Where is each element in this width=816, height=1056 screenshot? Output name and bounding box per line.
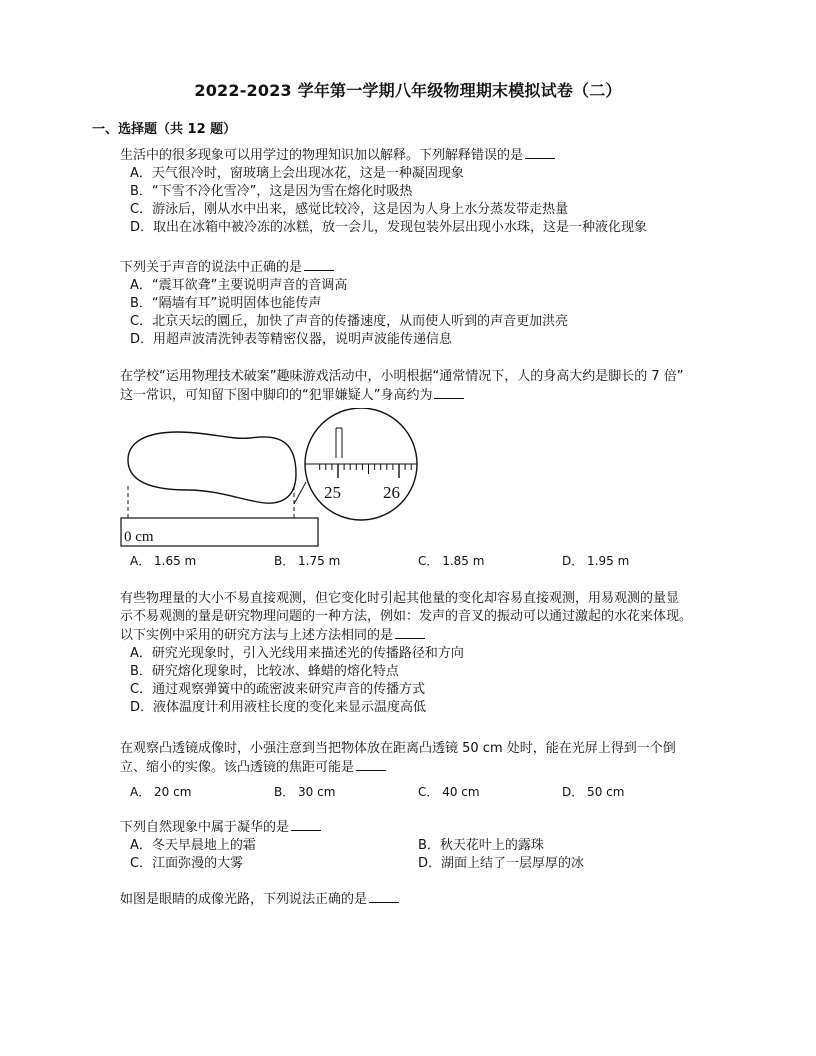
answer-blank[interactable] bbox=[434, 386, 464, 399]
question-stem-line-2: 示不易观测的量是研究物理问题的一种方法，例如：发声的音叉的振动可以通过激起的水花来体现。 bbox=[120, 609, 693, 624]
answer-blank[interactable] bbox=[291, 818, 321, 831]
option-b: B．秋天花叶上的露珠 bbox=[418, 838, 544, 853]
ruler-zero-label: 0 cm bbox=[124, 529, 154, 545]
question-3-options bbox=[120, 552, 720, 570]
question-stem-line-1: 在学校“运用物理技术破案”趣味游戏活动中，小明根据“通常情况下，人的身高大约是脚长的 7 倍” bbox=[120, 369, 684, 384]
option-d: D． 50 cm bbox=[562, 785, 625, 799]
option-c: C． 1.85 m bbox=[418, 554, 485, 568]
option-b: B．“下雪不冷化雪冷”，这是因为雪在熔化时吸热 bbox=[130, 184, 413, 199]
option-c: C．北京天坛的圜丘，加快了声音的传播速度，从而使人听到的声音更加洪亮 bbox=[130, 314, 569, 329]
option-b: B．“隔墙有耳”说明固体也能传声 bbox=[130, 296, 322, 311]
option-d: D．用超声波清洗钟表等精密仪器，说明声波能传递信息 bbox=[130, 332, 453, 347]
option-b: B．研究熔化现象时，比较冰、蜂蜡的熔化特点 bbox=[130, 664, 399, 679]
option-a: A．天气很冷时，窗玻璃上会出现冰花，这是一种凝固现象 bbox=[130, 166, 464, 181]
footprint-outline bbox=[128, 432, 296, 503]
option-b: B． 30 cm bbox=[274, 785, 336, 799]
option-b: B． 1.75 m bbox=[274, 554, 341, 568]
option-d: D．取出在冰箱中被冷冻的冰糕，放一会儿，发现包装外层出现小水珠，这是一种液化现象 bbox=[130, 220, 648, 235]
question-7 bbox=[120, 890, 720, 909]
question-stem-line-1: 在观察凸透镜成像时，小强注意到当把物体放在距离凸透镜 50 cm 处时，能在光屏上得到一个倒 bbox=[120, 741, 676, 756]
option-a: A．“震耳欲聋”主要说明声音的音调高 bbox=[130, 278, 348, 293]
question-6 bbox=[120, 818, 720, 873]
question-3 bbox=[120, 368, 740, 405]
option-c: C．游泳后，刚从水中出来，感觉比较冷，这是因为人身上水分蒸发带走热量 bbox=[130, 202, 569, 217]
answer-blank[interactable] bbox=[369, 890, 399, 903]
question-stem-line-2: 这一常识，可知留下图中脚印的“犯罪嫌疑人”身高约为 bbox=[120, 386, 740, 405]
scale-label-26: 26 bbox=[383, 483, 400, 502]
section-heading: 一、选择题（共 12 题） bbox=[92, 122, 237, 137]
page-title: 2022-2023 学年第一学期八年级物理期末模拟试卷（二） bbox=[194, 81, 622, 100]
option-a: A．研究光现象时，引入光线用来描述光的传播路径和方向 bbox=[130, 646, 464, 661]
scale-label-25: 25 bbox=[324, 483, 341, 502]
question-stem: 生活中的很多现象可以用学过的物理知识加以解释。下列解释错误的是 bbox=[120, 146, 720, 165]
option-a: A． 1.65 m bbox=[130, 554, 197, 568]
question-4 bbox=[120, 590, 740, 717]
question-5 bbox=[120, 740, 740, 801]
question-stem: 下列关于声音的说法中正确的是 bbox=[120, 258, 720, 277]
footprint-ruler-figure bbox=[118, 408, 423, 548]
answer-blank[interactable] bbox=[356, 758, 386, 771]
option-a: A．冬天早晨地上的霜 bbox=[130, 838, 256, 853]
option-d: D．液体温度计利用液柱长度的变化来显示温度高低 bbox=[130, 700, 427, 715]
option-a: A． 20 cm bbox=[130, 785, 192, 799]
option-c: C． 40 cm bbox=[418, 785, 480, 799]
option-d: D． 1.95 m bbox=[562, 554, 630, 568]
question-stem: 下列自然现象中属于凝华的是 bbox=[120, 818, 720, 837]
option-d: D．湖面上结了一层厚厚的冰 bbox=[418, 856, 585, 871]
option-c: C．江面弥漫的大雾 bbox=[130, 856, 244, 871]
question-stem-line-2: 立、缩小的实像。该凸透镜的焦距可能是 bbox=[120, 758, 740, 777]
answer-blank[interactable] bbox=[304, 258, 334, 271]
option-c: C．通过观察弹簧中的疏密波来研究声音的传播方式 bbox=[130, 682, 426, 697]
question-stem-line-3: 以下实例中采用的研究方法与上述方法相同的是 bbox=[120, 626, 740, 645]
question-2 bbox=[120, 258, 720, 349]
question-stem: 如图是眼睛的成像光路，下列说法正确的是 bbox=[120, 890, 720, 909]
answer-blank[interactable] bbox=[395, 626, 425, 639]
answer-blank[interactable] bbox=[525, 146, 555, 159]
question-stem-line-1: 有些物理量的大小不易直接观测，但它变化时引起其他量的变化却容易直接观测，用易观测的量显 bbox=[120, 591, 680, 606]
question-1 bbox=[120, 146, 720, 237]
